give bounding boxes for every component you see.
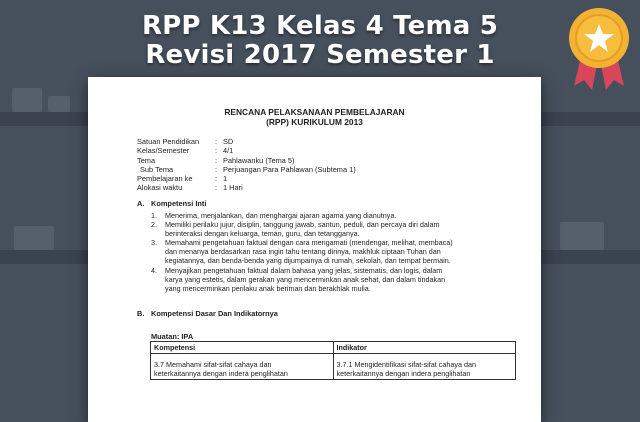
kompetensi-inti-list — [151, 211, 511, 293]
info-label: Sub Tema — [140, 164, 174, 174]
cell-text-line: 3.7.1 Mengidentifikasi sifat-sifat cahaya dan — [336, 360, 476, 370]
muatan-label: Muatan: IPA — [151, 332, 194, 341]
section-title: Kompetensi Inti — [151, 199, 207, 208]
info-value: SD — [223, 137, 234, 146]
award-badge-icon — [562, 2, 636, 94]
info-colon: : — [215, 137, 218, 146]
info-colon: : — [215, 146, 218, 156]
table-row — [151, 354, 516, 380]
list-text-line: kegiatannya, dan benda-benda yang dijumpainya di rumah, sekolah, dan tempat bermain. — [165, 256, 451, 266]
info-label: Tema — [137, 155, 156, 165]
info-value: 1 Hari — [223, 183, 243, 193]
background-decor — [14, 226, 54, 250]
page-title — [0, 12, 640, 70]
list-text-line: Memahami pengetahuan faktual dengan cara mengamati (mendengar, melihat, membaca) — [165, 238, 453, 248]
table-header-row — [151, 342, 516, 354]
background-decor — [48, 96, 70, 112]
list-number: 1. — [151, 211, 157, 220]
info-colon: : — [215, 164, 218, 174]
list-text-line: Memiliki perilaku jujur, disiplin, tanggung jawab, santun, peduli, dan percaya diri dalam — [165, 220, 440, 230]
section-number: B. — [137, 309, 145, 318]
cell-text-line: 3.7 Memahami sifat-sifat cahaya dan — [154, 360, 272, 370]
title-line-2: Revisi 2017 Semester 1 — [145, 40, 495, 70]
list-text-line: dan menanya berdasarkan rasa ingin tahu tentang dirinya, makhluk ciptaan Tuhan dan — [165, 247, 441, 257]
cell-text-line: keterkaitannya dengan indera penglihatan — [336, 369, 471, 379]
info-colon: : — [215, 183, 218, 193]
list-text-line: yang mencerminkan perilaku anak beriman dan berakhlak mulia. — [165, 283, 371, 293]
info-value: 1 — [223, 174, 228, 184]
document-title: RENCANA PELAKSANAAN PEMBELAJARAN — [224, 107, 405, 117]
list-item — [151, 238, 511, 265]
background-decor — [12, 88, 42, 112]
column-header-indikator: Indikator — [333, 342, 516, 354]
cell-text-line: keterkaitannya dengan indera penglihatan — [154, 369, 288, 379]
info-label: Pembelajaran ke — [137, 174, 193, 184]
list-item — [151, 266, 511, 293]
kompetensi-table — [150, 341, 516, 380]
info-colon: : — [215, 155, 218, 165]
list-number: 4. — [151, 265, 157, 275]
list-number: 2. — [151, 220, 157, 230]
list-text-line: Menerima, menjalankan, dan menghargai ajaran agama yang dianutnya. — [165, 211, 397, 220]
info-label: Satuan Pendidikan — [137, 137, 200, 146]
document-subtitle: (RPP) KURIKULUM 2013 — [266, 117, 363, 127]
document-page — [88, 77, 541, 422]
info-colon: : — [215, 174, 218, 184]
kompetensi-cell — [151, 354, 334, 380]
list-item — [151, 220, 511, 238]
list-text-line: berinteraksi dengan keluarga, teman, guru, dan tetangganya. — [165, 229, 360, 239]
indikator-cell — [333, 354, 516, 380]
list-text-line: Menyajikan pengetahuan faktual dalam bahasa yang jelas, sistematis, dan logis, dalam — [165, 265, 443, 275]
list-number: 3. — [151, 238, 157, 248]
info-value: Pahlawanku (Tema 5) — [223, 155, 295, 165]
column-header-kompetensi: Kompetensi — [151, 342, 334, 354]
list-item — [151, 211, 511, 220]
section-number: A. — [137, 199, 145, 208]
info-label: Kelas/Semester — [137, 146, 190, 156]
info-value: 4/1 — [223, 146, 234, 156]
info-label: Alokasi waktu — [137, 183, 183, 193]
info-value: Perjuangan Para Pahlawan (Subtema 1) — [223, 164, 356, 174]
section-title: Kompetensi Dasar Dan Indikatornya — [151, 309, 278, 318]
background-decor — [560, 222, 604, 250]
title-line-1: RPP K13 Kelas 4 Tema 5 — [141, 11, 499, 41]
list-text-line: karya yang estetis, dalam gerakan yang mencerminkan anak sehat, dan dalam tindakan — [165, 274, 446, 284]
